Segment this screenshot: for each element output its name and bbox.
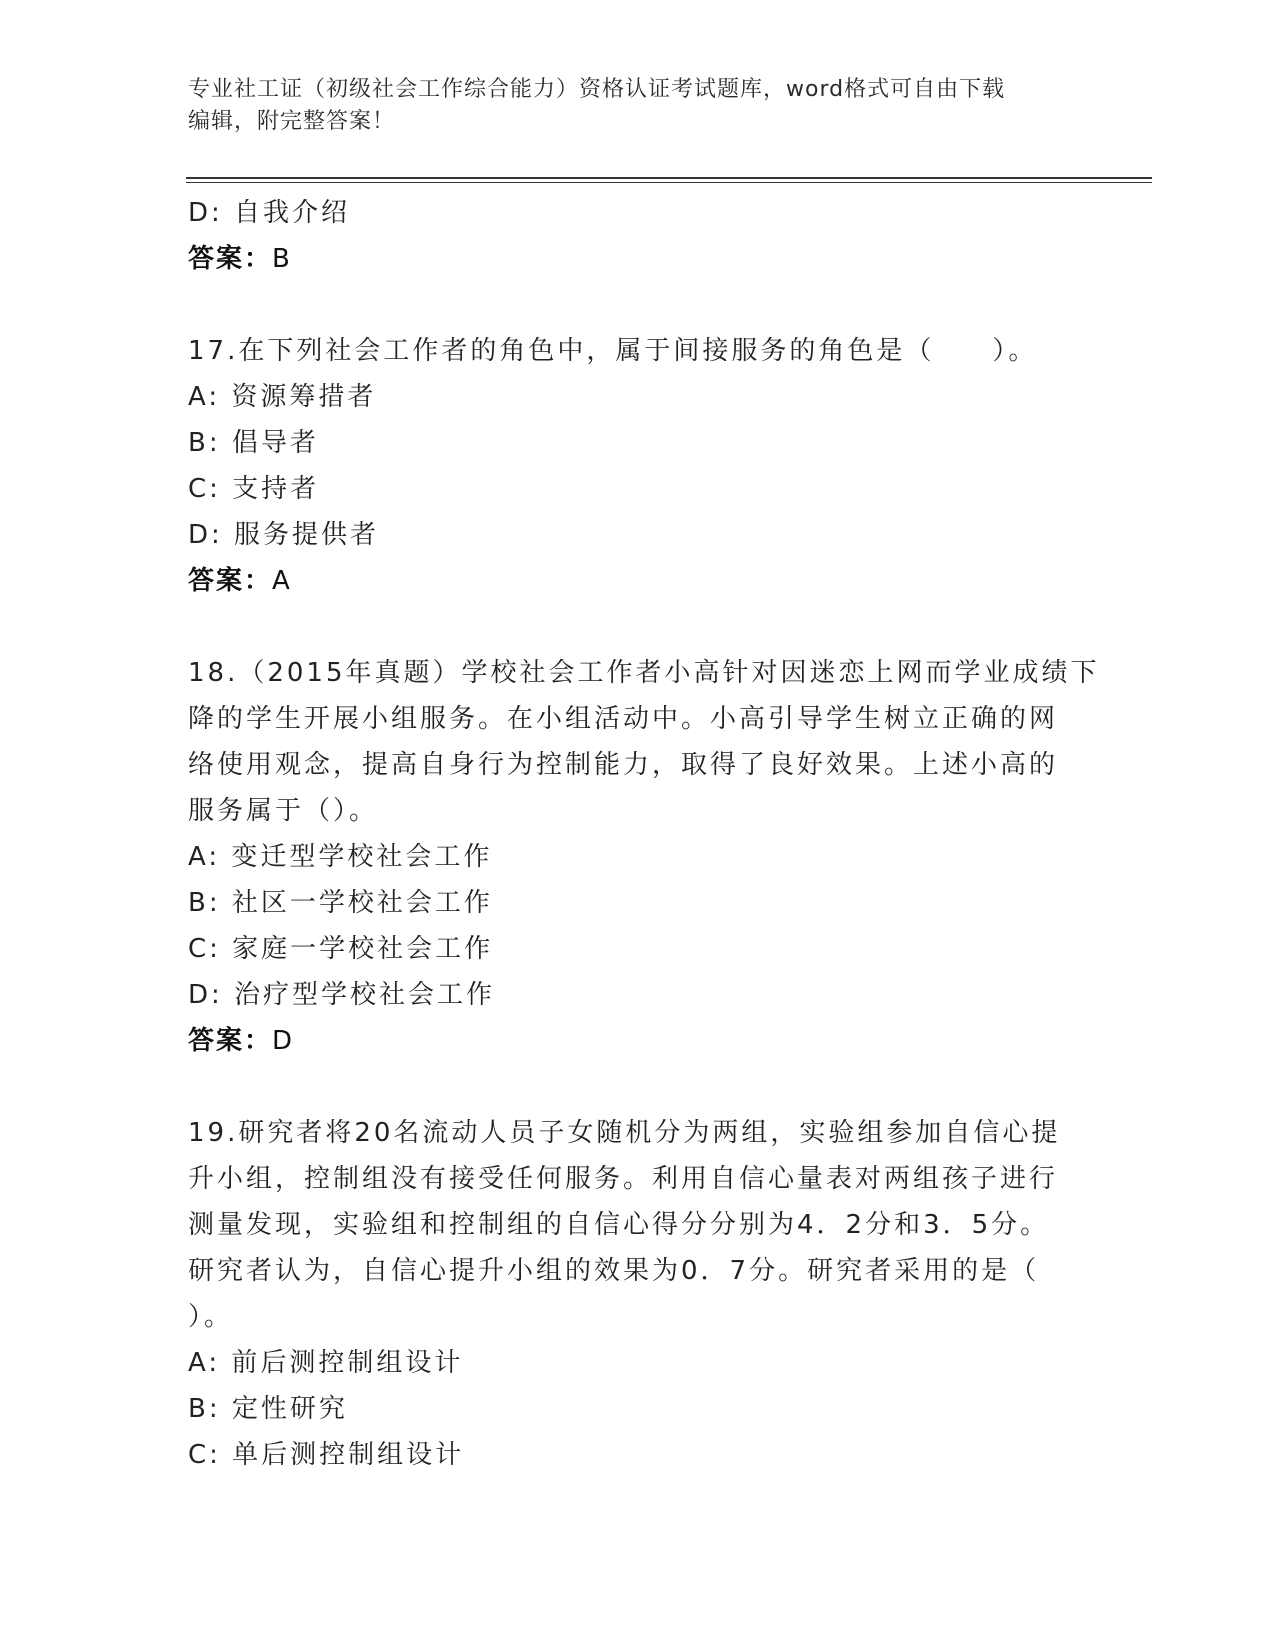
question-content [188,190,1100,1478]
q17-answer [188,558,1088,604]
q18-option-b: B: 社区一学校社会工作 [188,888,493,918]
q19-stem-line-1: 19.研究者将20名流动人员子女随机分为两组，实验组参加自信心提 [188,1118,1061,1148]
q17-option-a: A: 资源筹措者 [188,382,377,412]
q18-option-d: D: 治疗型学校社会工作 [188,980,496,1010]
page-header [188,74,1068,138]
answer-value: A [272,566,292,596]
q19-stem-line-5: ）。 [188,1302,234,1332]
q18-stem-line-1: 18.（2015年真题）学校社会工作者小高针对因迷恋上网而学业成绩下 [188,658,1100,688]
header-divider-thick [186,177,1152,179]
q18-option-c: C: 家庭一学校社会工作 [188,934,494,964]
spacer [188,604,1088,650]
answer-value: D [272,1026,295,1056]
q19-stem-line-2: 升小组，控制组没有接受任何服务。利用自信心量表对两组孩子进行 [188,1164,1059,1194]
q18-answer [188,1018,1088,1064]
q18-stem-line-3: 络使用观念，提高自身行为控制能力，取得了良好效果。上述小高的 [188,750,1059,780]
q19-stem-line-4: 研究者认为，自信心提升小组的效果为0．7分。研究者采用的是（ [188,1256,1040,1286]
header-line-1: 专业社工证（初级社会工作综合能力）资格认证考试题库，word格式可自由下载 [188,77,1006,102]
spacer [188,282,1088,328]
q17-option-d: D: 服务提供者 [188,520,380,550]
answer-label: 答案： [188,1026,273,1056]
spacer [188,1064,1088,1110]
prev-option-d: D: 自我介绍 [188,198,351,228]
q17-stem: 17.在下列社会工作者的角色中，属于间接服务的角色是（ ）。 [188,336,1038,366]
q17-option-b: B: 倡导者 [188,428,319,458]
q18-stem-line-4: 服务属于（）。 [188,796,379,826]
q17-option-c: C: 支持者 [188,474,320,504]
q19-option-b: B: 定性研究 [188,1394,348,1424]
q19-option-a: A: 前后测控制组设计 [188,1348,464,1378]
q19-stem-line-3: 测量发现，实验组和控制组的自信心得分分别为4．2分和3．5分。 [188,1210,1050,1240]
q18-option-a: A: 变迁型学校社会工作 [188,842,493,872]
q19-option-c: C: 单后测控制组设计 [188,1440,465,1470]
answer-label: 答案： [188,244,273,274]
q18-stem-line-2: 降的学生开展小组服务。在小组活动中。小高引导学生树立正确的网 [188,704,1059,734]
answer-label: 答案： [188,566,273,596]
header-divider-thin [186,182,1152,183]
prev-answer [188,236,1088,282]
header-line-2: 编辑，附完整答案！ [188,109,396,134]
answer-value: B [272,244,292,274]
